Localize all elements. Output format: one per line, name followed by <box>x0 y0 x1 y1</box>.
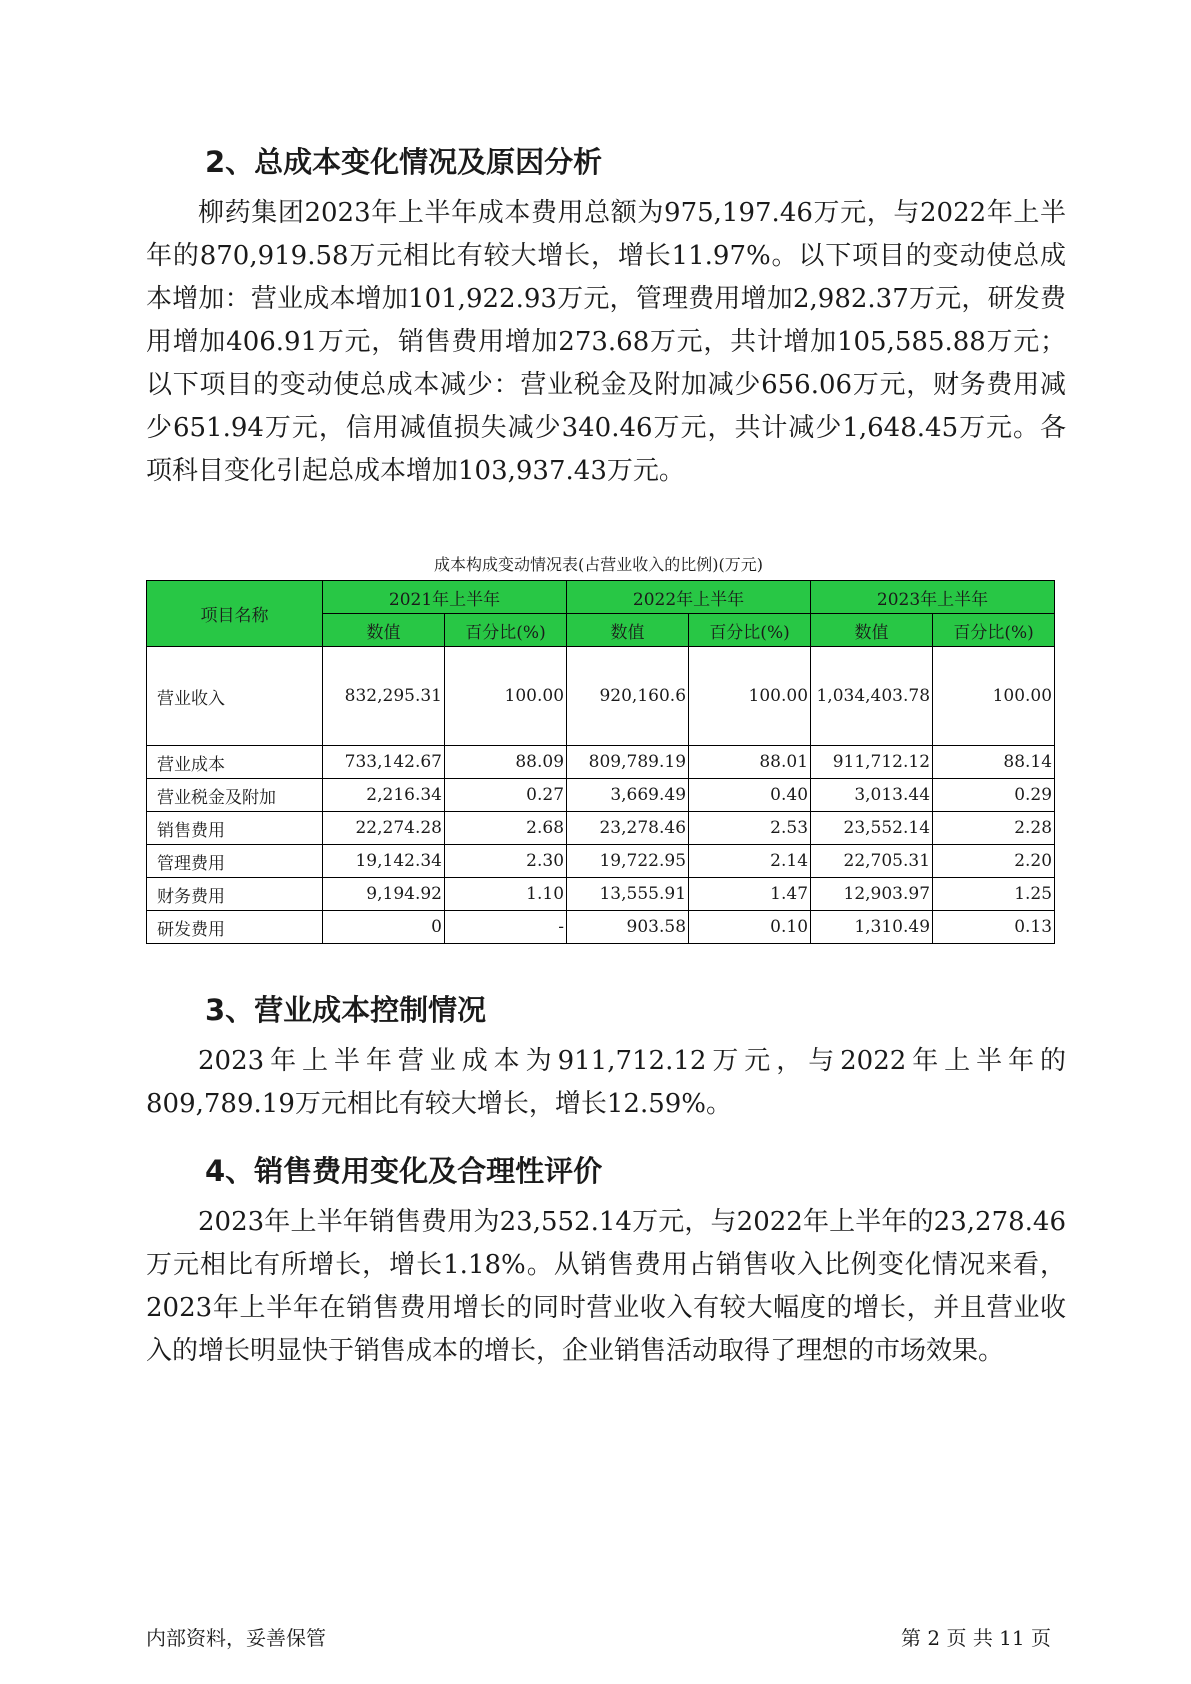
table-cell: 2.68 <box>445 812 567 845</box>
table-cell: 22,274.28 <box>323 812 445 845</box>
table-cell: 1,310.49 <box>811 911 933 944</box>
table-cell: 12,903.97 <box>811 878 933 911</box>
section-4-heading: 4、销售费用变化及合理性评价 <box>205 1154 603 1188</box>
table-cell: 0.10 <box>689 911 811 944</box>
table-cell: 0.13 <box>933 911 1055 944</box>
table-row <box>147 647 1055 746</box>
row-label: 销售费用 <box>147 812 323 845</box>
table-row <box>147 779 1055 812</box>
table-cell: 832,295.31 <box>323 647 445 746</box>
table-cell: 733,142.67 <box>323 746 445 779</box>
value-header: 数值 <box>567 614 689 647</box>
row-label: 营业税金及附加 <box>147 779 323 812</box>
table-cell: 13,555.91 <box>567 878 689 911</box>
table-row <box>147 911 1055 944</box>
table-cell: 100.00 <box>933 647 1055 746</box>
value-header: 数值 <box>323 614 445 647</box>
row-label: 营业收入 <box>147 647 323 746</box>
table-row <box>147 845 1055 878</box>
table-cell: - <box>445 911 567 944</box>
table-cell: 920,160.6 <box>567 647 689 746</box>
table-cell: 3,669.49 <box>567 779 689 812</box>
table-row <box>147 878 1055 911</box>
table-cell: 1.25 <box>933 878 1055 911</box>
table-cell: 1,034,403.78 <box>811 647 933 746</box>
table-caption: 成本构成变动情况表(占营业收入的比例)(万元) <box>434 555 763 574</box>
year-header-2021: 2021年上半年 <box>323 581 567 614</box>
year-header-2022: 2022年上半年 <box>567 581 811 614</box>
table-cell: 22,705.31 <box>811 845 933 878</box>
section-3-heading: 3、营业成本控制情况 <box>205 993 487 1027</box>
table-cell: 100.00 <box>689 647 811 746</box>
section-2-paragraph: 柳药集团2023年上半年成本费用总额为975,197.46万元，与2022年上半年的870,919.58万元相比有较大增长，增长11.97%。以下项目的变动使总成本增加：营业成本增加101,922.93万元，管理费用增加2,982.37万元，研发费用增加406.91万元，销售费用增加273.68万元，共计增加105,585.88万元；以下项目的变动使总成本减少：营业税金及附加减少656.06万元，财务费用减少651.94万元，信用减值损失减少340.46万元，共计减少1,648.45万元。各项科目变化引起总成本增加103,937.43万元。 <box>146 198 1066 486</box>
table-row <box>147 746 1055 779</box>
table-cell: 809,789.19 <box>567 746 689 779</box>
table-cell: 0.40 <box>689 779 811 812</box>
table-cell: 23,552.14 <box>811 812 933 845</box>
table-row <box>147 812 1055 845</box>
table-cell: 2.20 <box>933 845 1055 878</box>
table-cell: 2.53 <box>689 812 811 845</box>
table-cell: 100.00 <box>445 647 567 746</box>
table-cell: 0 <box>323 911 445 944</box>
table-cell: 911,712.12 <box>811 746 933 779</box>
footer-confidential-note: 内部资料，妥善保管 <box>146 1626 326 1650</box>
table-cell: 2.14 <box>689 845 811 878</box>
percent-header: 百分比(%) <box>689 614 811 647</box>
table-cell: 19,142.34 <box>323 845 445 878</box>
row-label: 财务费用 <box>147 878 323 911</box>
year-header-2023: 2023年上半年 <box>811 581 1055 614</box>
section-4-paragraph: 2023年上半年销售费用为23,552.14万元，与2022年上半年的23,278.46万元相比有所增长，增长1.18%。从销售费用占销售收入比例变化情况来看，2023年上半年在销售费用增长的同时营业收入有较大幅度的增长，并且营业收入的增长明显快于销售成本的增长，企业销售活动取得了理想的市场效果。 <box>146 1207 1066 1366</box>
table-cell: 2,216.34 <box>323 779 445 812</box>
table-cell: 2.28 <box>933 812 1055 845</box>
section-2-heading: 2、总成本变化情况及原因分析 <box>205 145 603 179</box>
table-cell: 19,722.95 <box>567 845 689 878</box>
table-cell: 0.27 <box>445 779 567 812</box>
table-cell: 2.30 <box>445 845 567 878</box>
table-cell: 23,278.46 <box>567 812 689 845</box>
row-label: 管理费用 <box>147 845 323 878</box>
table-cell: 1.47 <box>689 878 811 911</box>
table-cell: 0.29 <box>933 779 1055 812</box>
table-cell: 1.10 <box>445 878 567 911</box>
row-label: 研发费用 <box>147 911 323 944</box>
value-header: 数值 <box>811 614 933 647</box>
table-cell: 88.14 <box>933 746 1055 779</box>
table-cell: 88.01 <box>689 746 811 779</box>
item-name-header: 项目名称 <box>147 581 323 647</box>
section-3-paragraph: 2023年上半年营业成本为911,712.12万元，与2022年上半年的809,789.19万元相比有较大增长，增长12.59%。 <box>146 1046 1066 1119</box>
row-label: 营业成本 <box>147 746 323 779</box>
table-cell: 88.09 <box>445 746 567 779</box>
table-cell: 9,194.92 <box>323 878 445 911</box>
cost-composition-table <box>146 580 1055 944</box>
footer-page-number: 第 2 页 共 11 页 <box>901 1626 1051 1650</box>
table-cell: 903.58 <box>567 911 689 944</box>
table-cell: 3,013.44 <box>811 779 933 812</box>
percent-header: 百分比(%) <box>933 614 1055 647</box>
percent-header: 百分比(%) <box>445 614 567 647</box>
